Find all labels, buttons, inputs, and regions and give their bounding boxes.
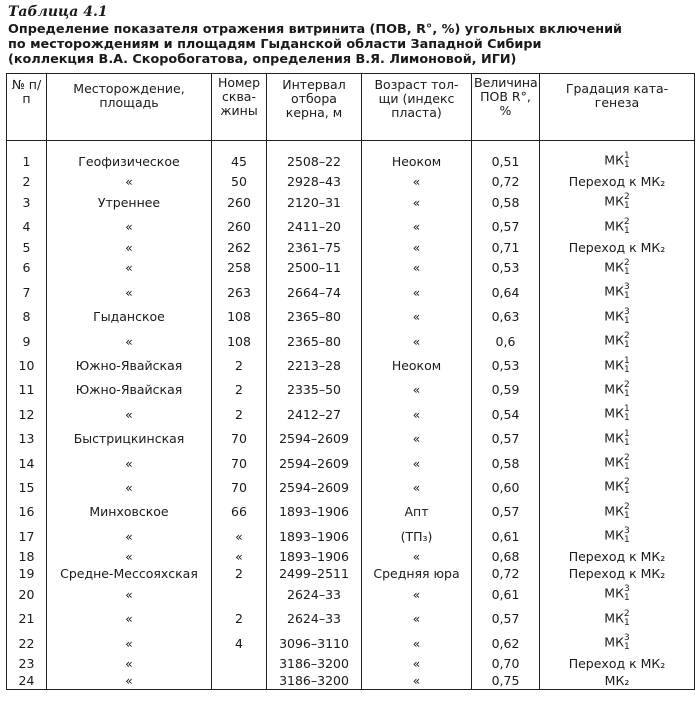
cell-number: 1 [7,149,47,173]
cell-age: (ТП₃) [362,524,472,548]
grade-indices [624,610,630,628]
grade-symbol [604,527,629,545]
grade-base: МК [604,308,624,324]
table-row [7,239,695,256]
cell-interval: 1893–1906 [267,548,362,565]
cell-age: « [362,305,472,329]
grade-sub: 1 [623,201,630,212]
cell-field: Гыданское [47,305,212,329]
cell-grade: Переход к МК₂ [540,565,695,582]
grade-indices [624,478,630,496]
header-field: Месторождение, площадь [47,74,212,141]
cell-grade [540,606,695,630]
cell-number: 16 [7,500,47,524]
cell-grade [540,256,695,280]
cell-number: 21 [7,606,47,630]
cell-number: 7 [7,280,47,304]
grade-sup: 2 [623,192,630,203]
grade-sup: 2 [623,453,630,464]
cell-grade [540,353,695,377]
cell-interval: 2411–20 [267,215,362,239]
cell-number: 13 [7,427,47,451]
table-row [7,451,695,475]
cell-pov: 0,58 [472,451,540,475]
grade-sub: 1 [623,364,630,375]
cell-pov: 0,57 [472,427,540,451]
cell-well [212,655,267,672]
grade-indices [624,454,630,472]
cell-interval: 2928–43 [267,173,362,190]
cell-well: 108 [212,305,267,329]
grade-symbol [604,478,629,496]
header-interval: Интервал отбора керна, м [267,74,362,141]
cell-age: « [362,190,472,214]
cell-field: Минховское [47,500,212,524]
cell-interval: 3186–3200 [267,672,362,689]
cell-well: « [212,524,267,548]
cell-pov: 0,57 [472,606,540,630]
grade-symbol [604,259,629,277]
header-pov: Величина ПОВ R°, % [472,74,540,141]
cell-well: 258 [212,256,267,280]
table-title-line: Определение показателя отражения витринита (ПОВ, R°, %) угольных включений [8,22,623,37]
grade-sup: 2 [623,608,630,619]
cell-number: 6 [7,256,47,280]
cell-field: « [47,582,212,606]
cell-age: « [362,427,472,451]
grade-sup: 2 [623,379,630,390]
cell-interval: 2594–2609 [267,475,362,499]
cell-field: « [47,548,212,565]
table-body [7,141,695,690]
cell-grade: Переход к МК₂ [540,239,695,256]
grade-sup: 1 [623,355,630,366]
cell-interval: 2365–80 [267,329,362,353]
cell-pov: 0,60 [472,475,540,499]
cell-number: 17 [7,524,47,548]
grade-indices [624,585,630,603]
grade-base: МК [604,259,624,275]
table-header-row [7,74,695,141]
cell-well: « [212,548,267,565]
cell-field: Утреннее [47,190,212,214]
cell-age: « [362,606,472,630]
cell-pov: 0,53 [472,256,540,280]
cell-grade [540,402,695,426]
cell-field: « [47,606,212,630]
cell-well: 108 [212,329,267,353]
cell-pov: 0,64 [472,280,540,304]
cell-number: 23 [7,655,47,672]
grade-symbol [604,503,629,521]
grade-sub: 1 [623,160,630,171]
grade-sup: 3 [623,584,630,595]
cell-well: 2 [212,402,267,426]
cell-field: « [47,215,212,239]
cell-age: « [362,631,472,655]
cell-number: 10 [7,353,47,377]
cell-interval: 2508–22 [267,149,362,173]
cell-number: 12 [7,402,47,426]
table-row [7,280,695,304]
grade-sub: 1 [623,413,630,424]
table-row [7,606,695,630]
grade-sup: 3 [623,306,630,317]
cell-well: 45 [212,149,267,173]
cell-pov: 0,75 [472,672,540,689]
cell-well: 50 [212,173,267,190]
grade-indices [624,634,630,652]
cell-well: 260 [212,215,267,239]
cell-interval: 2624–33 [267,606,362,630]
grade-sup: 3 [623,282,630,293]
cell-number: 20 [7,582,47,606]
cell-well: 262 [212,239,267,256]
grade-base: МК [604,585,624,601]
cell-number: 9 [7,329,47,353]
cell-interval: 2499–2511 [267,565,362,582]
cell-age: « [362,256,472,280]
grade-base: МК [604,405,624,421]
grade-base: МК [604,381,624,397]
cell-interval: 2624–33 [267,582,362,606]
grade-base: МК [604,454,624,470]
cell-interval: 3096–3110 [267,631,362,655]
grade-indices [624,527,630,545]
cell-field: « [47,451,212,475]
cell-pov: 0,61 [472,524,540,548]
cell-grade [540,305,695,329]
cell-age: « [362,672,472,689]
table-row [7,149,695,173]
cell-grade [540,524,695,548]
cell-age: Средняя юра [362,565,472,582]
cell-age: « [362,215,472,239]
cell-grade [540,427,695,451]
grade-indices [624,283,630,301]
table-title [8,22,694,67]
cell-pov: 0,53 [472,353,540,377]
cell-age: Неоком [362,353,472,377]
grade-indices [624,430,630,448]
grade-indices [624,218,630,236]
grade-indices [624,332,630,350]
grade-sub: 1 [623,617,630,628]
grade-base: МК [604,503,624,519]
table-row [7,329,695,353]
grade-symbol [604,381,629,399]
cell-pov: 0,72 [472,565,540,582]
table-row [7,190,695,214]
cell-age: Апт [362,500,472,524]
cell-number: 11 [7,378,47,402]
cell-pov: 0,51 [472,149,540,173]
table-row [7,427,695,451]
cell-pov: 0,63 [472,305,540,329]
cell-interval: 2120–31 [267,190,362,214]
table-row [7,500,695,524]
cell-number: 4 [7,215,47,239]
cell-pov: 0,62 [472,631,540,655]
cell-field: Быстрицкинская [47,427,212,451]
cell-grade [540,378,695,402]
grade-sub: 1 [623,315,630,326]
header-number: № п/п [7,74,47,141]
cell-well: 70 [212,451,267,475]
cell-field: « [47,256,212,280]
grade-symbol [604,610,629,628]
grade-base: МК [604,218,624,234]
grade-base: МК [604,610,624,626]
grade-sub: 1 [623,225,630,236]
table-row [7,305,695,329]
grade-symbol [604,332,629,350]
table-row [7,402,695,426]
table-title-line: по месторождениям и площадям Гыданской области Западной Сибири [8,37,542,52]
table-title-line: (коллекция В.А. Скоробогатова, определения В.Я. Лимоновой, ИГИ) [8,52,517,67]
table-row [7,631,695,655]
grade-sup: 2 [623,216,630,227]
header-grade: Градация ката- генеза [540,74,695,141]
cell-field: « [47,672,212,689]
cell-age: « [362,655,472,672]
cell-interval: 2412–27 [267,402,362,426]
cell-well [212,672,267,689]
cell-pov: 0,58 [472,190,540,214]
header-age: Возраст тол- щи (индекс пласта) [362,74,472,141]
table-row [7,256,695,280]
cell-grade: Переход к МК₂ [540,548,695,565]
cell-grade [540,149,695,173]
cell-grade [540,451,695,475]
cell-number: 14 [7,451,47,475]
cell-field: Южно-Явайская [47,378,212,402]
cell-age: « [362,239,472,256]
grade-sub: 1 [623,437,630,448]
cell-interval: 2664–74 [267,280,362,304]
grade-symbol [604,357,629,375]
grade-sub: 1 [623,510,630,521]
cell-pov: 0,70 [472,655,540,672]
cell-well [212,582,267,606]
cell-grade [540,329,695,353]
cell-interval: 2594–2609 [267,427,362,451]
cell-age: « [362,548,472,565]
cell-number: 19 [7,565,47,582]
cell-well: 70 [212,427,267,451]
cell-well: 2 [212,565,267,582]
cell-well: 263 [212,280,267,304]
table-row [7,524,695,548]
cell-grade [540,190,695,214]
table-row [7,548,695,565]
cell-pov: 0,6 [472,329,540,353]
cell-number: 22 [7,631,47,655]
grade-indices [624,152,630,170]
cell-interval: 1893–1906 [267,524,362,548]
table-row [7,353,695,377]
cell-grade [540,280,695,304]
grade-sup: 3 [623,526,630,537]
cell-field: Геофизическое [47,149,212,173]
grade-sub: 1 [623,535,630,546]
cell-field: « [47,655,212,672]
cell-pov: 0,71 [472,239,540,256]
grade-sub: 1 [623,642,630,653]
grade-base: МК [604,332,624,348]
cell-age: « [362,475,472,499]
cell-pov: 0,59 [472,378,540,402]
grade-indices [624,405,630,423]
grade-symbol [604,430,629,448]
grade-base: МК [604,478,624,494]
cell-pov: 0,57 [472,500,540,524]
cell-number: 2 [7,173,47,190]
cell-pov: 0,68 [472,548,540,565]
grade-indices [624,308,630,326]
cell-age: « [362,402,472,426]
cell-field: « [47,329,212,353]
cell-number: 24 [7,672,47,689]
grade-sup: 3 [623,633,630,644]
cell-field: « [47,524,212,548]
table-row [7,655,695,672]
table-row [7,378,695,402]
cell-grade: Переход к МК₂ [540,173,695,190]
cell-well: 70 [212,475,267,499]
grade-base: МК [604,283,624,299]
cell-interval: 2594–2609 [267,451,362,475]
cell-well: 4 [212,631,267,655]
cell-interval: 2335–50 [267,378,362,402]
grade-symbol [604,634,629,652]
cell-number: 5 [7,239,47,256]
grade-symbol [604,193,629,211]
grade-base: МК [604,634,624,650]
cell-age: « [362,280,472,304]
table-row [7,215,695,239]
cell-field: « [47,631,212,655]
cell-field: « [47,173,212,190]
cell-pov: 0,54 [472,402,540,426]
cell-field: « [47,239,212,256]
cell-interval: 3186–3200 [267,655,362,672]
grade-sub: 1 [623,291,630,302]
grade-symbol [604,283,629,301]
cell-age: « [362,173,472,190]
cell-number: 15 [7,475,47,499]
grade-indices [624,193,630,211]
cell-pov: 0,57 [472,215,540,239]
cell-interval: 2361–75 [267,239,362,256]
grade-symbol [604,405,629,423]
cell-grade [540,631,695,655]
grade-sub: 1 [623,340,630,351]
grade-base: МК [604,527,624,543]
grade-sup: 1 [623,151,630,162]
table-row [7,475,695,499]
table-row [7,173,695,190]
table-row [7,582,695,606]
cell-age: Неоком [362,149,472,173]
grade-sub: 1 [623,388,630,399]
cell-grade [540,475,695,499]
grade-base: МК [604,357,624,373]
cell-pov: 0,72 [472,173,540,190]
vitrinite-table [6,73,695,690]
cell-interval: 2365–80 [267,305,362,329]
header-well: Номер сква- жины [212,74,267,141]
cell-well: 66 [212,500,267,524]
grade-symbol [604,152,629,170]
cell-number: 8 [7,305,47,329]
cell-age: « [362,378,472,402]
cell-field: « [47,475,212,499]
cell-field: « [47,280,212,304]
grade-sup: 1 [623,404,630,415]
table-row [7,672,695,689]
grade-indices [624,503,630,521]
grade-symbol [604,218,629,236]
grade-indices [624,259,630,277]
grade-sup: 2 [623,331,630,342]
grade-sub: 1 [623,266,630,277]
cell-grade: Переход к МК₂ [540,655,695,672]
table-caption: Таблица 4.1 [8,4,108,20]
cell-interval: 1893–1906 [267,500,362,524]
cell-well: 2 [212,353,267,377]
grade-sup: 2 [623,257,630,268]
cell-field: « [47,402,212,426]
grade-sub: 1 [623,593,630,604]
cell-interval: 2500–11 [267,256,362,280]
grade-base: МК [604,430,624,446]
cell-grade [540,215,695,239]
grade-base: МК [604,152,624,168]
cell-well: 2 [212,606,267,630]
grade-symbol [604,308,629,326]
grade-indices [624,381,630,399]
spacer-row [7,141,695,150]
cell-age: « [362,582,472,606]
cell-interval: 2213–28 [267,353,362,377]
cell-age: « [362,451,472,475]
cell-age: « [362,329,472,353]
cell-field: Южно-Явайская [47,353,212,377]
cell-grade: МК₂ [540,672,695,689]
grade-sup: 2 [623,501,630,512]
grade-base: МК [604,193,624,209]
cell-grade [540,582,695,606]
grade-sup: 1 [623,428,630,439]
table-row [7,565,695,582]
grade-sub: 1 [623,486,630,497]
grade-indices [624,357,630,375]
cell-grade [540,500,695,524]
grade-symbol [604,454,629,472]
cell-pov: 0,61 [472,582,540,606]
cell-number: 18 [7,548,47,565]
cell-field: Средне-Мессояхская [47,565,212,582]
grade-symbol [604,585,629,603]
grade-sup: 2 [623,477,630,488]
grade-sub: 1 [623,462,630,473]
cell-well: 260 [212,190,267,214]
cell-well: 2 [212,378,267,402]
cell-number: 3 [7,190,47,214]
